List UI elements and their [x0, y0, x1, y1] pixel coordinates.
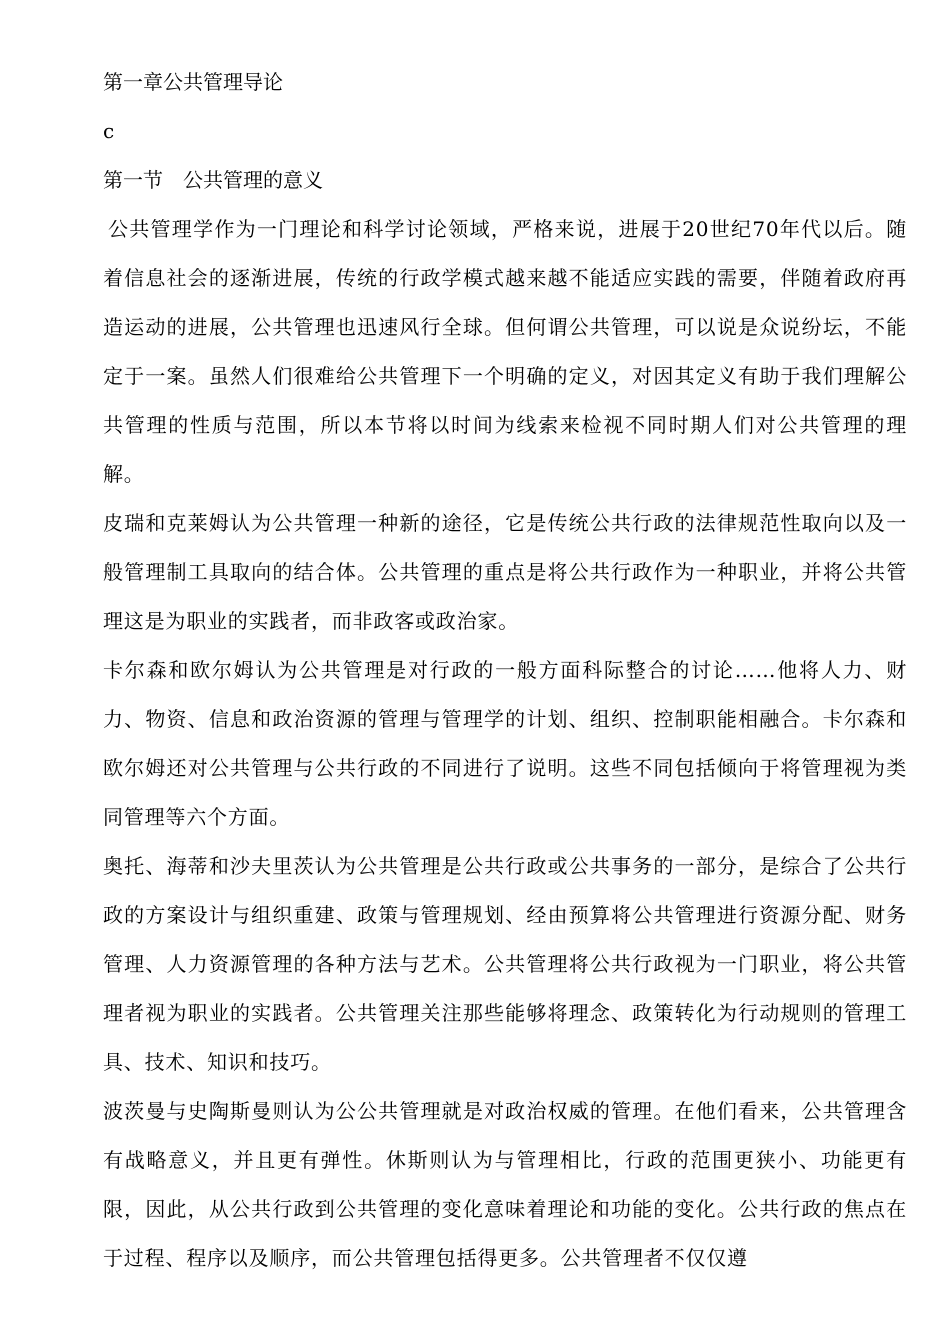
chapter-title: 第一章公共管理导论: [103, 70, 283, 94]
section-title: 第一节 公共管理的意义: [103, 168, 323, 192]
stray-letter: c: [103, 119, 115, 143]
paragraph-ott-hyde-shafritz: 奥托、海蒂和沙夫里茨认为公共管理是公共行政或公共事务的一部分，是综合了公共行政的方案设计与组织重建、政策与管理规划、经由预算将公共管理进行资源分配、财务管理、人力资源管理的各种方法与艺术。公共管理将公共行政视为一门职业，将公共管理者视为职业的实践者。公共管理关注那些能够将理念、政策转化为行动规则的管理工具、技术、知识和技巧。: [103, 854, 907, 1074]
paragraph-perry-kraemer: 皮瑞和克莱姆认为公共管理一种新的途径，它是传统公共行政的法律规范性取向以及一般管理制工具取向的结合体。公共管理的重点是将公共行政作为一种职业，并将公共管理这是为职业的实践者，而非政客或政治家。: [103, 511, 907, 633]
document-page: [103, 58, 907, 1283]
paragraph-garson-overman: 卡尔森和欧尔姆认为公共管理是对行政的一般方面科际整合的讨论……他将人力、财力、物资、信息和政治资源的管理与管理学的计划、组织、控制职能相融合。卡尔森和欧尔姆还对公共管理与公共行政的不同进行了说明。这些不同包括倾向于将管理视为类同管理等六个方面。: [103, 658, 907, 829]
paragraph-intro: 公共管理学作为一门理论和科学讨论领域，严格来说，进展于20世纪70年代以后。随着信息社会的逐渐进展，传统的行政学模式越来越不能适应实践的需要，伴随着政府再造运动的进展，公共管理也迅速风行全球。但何谓公共管理，可以说是众说纷坛，不能定于一案。虽然人们很难给公共管理下一个明确的定义，对因其定义有助于我们理解公共管理的性质与范围，所以本节将以时间为线索来检视不同时期人们对公共管理的理解。: [103, 217, 907, 486]
paragraph-bozeman-straussman: 波茨曼与史陶斯曼则认为公公共管理就是对政治权威的管理。在他们看来，公共管理含有战略意义，并且更有弹性。休斯则认为与管理相比，行政的范围更狭小、功能更有限，因此，从公共行政到公共管理的变化意味着理论和功能的变化。公共行政的焦点在于过程、程序以及顺序，而公共管理包括得更多。公共管理者不仅仅遵: [103, 1099, 907, 1270]
